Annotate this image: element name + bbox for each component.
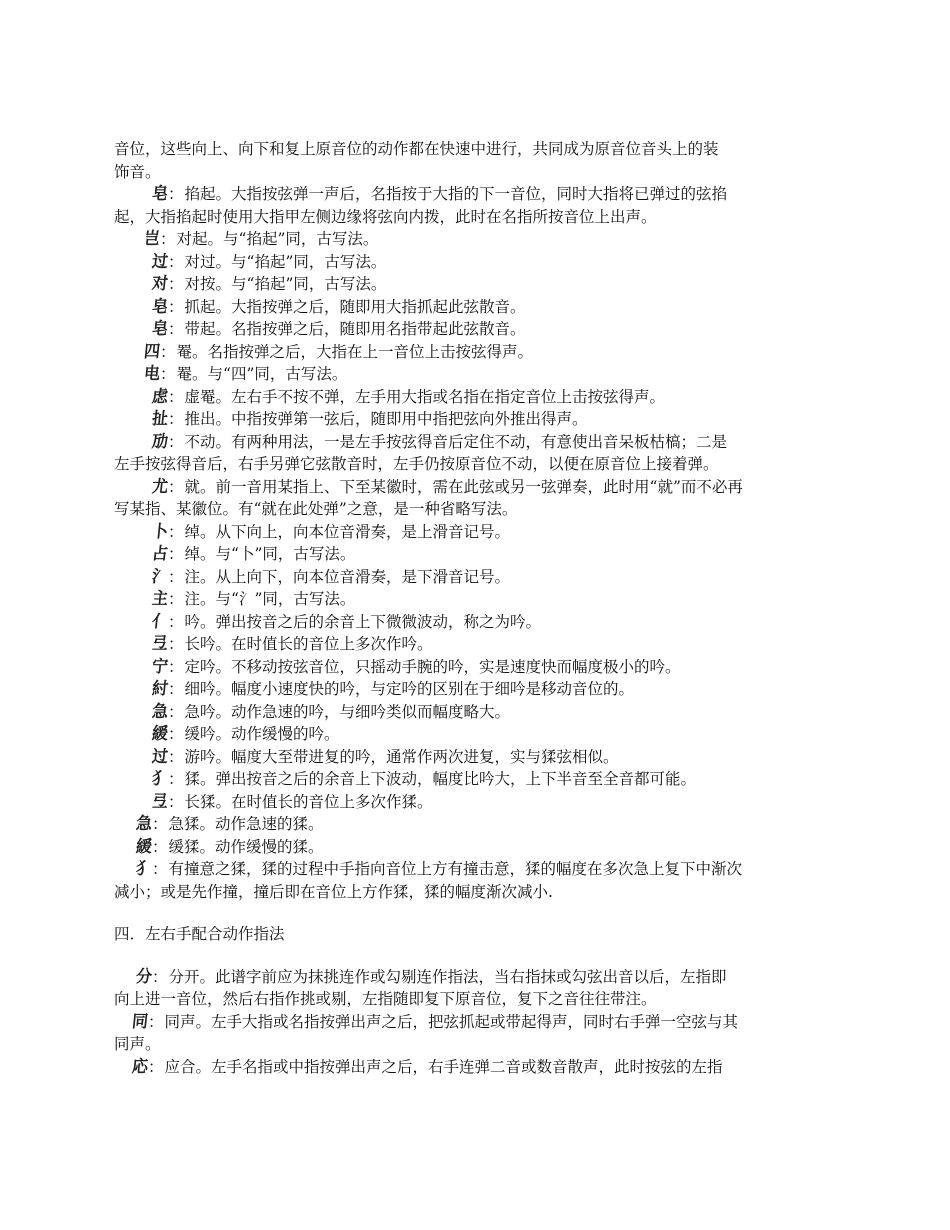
entry-colon: ：: [152, 967, 168, 986]
notation-glyph-icon: 弖: [151, 633, 170, 654]
entry-text: 吟。弹出按音之后的余音上下微微波动，称之为吟。: [184, 612, 542, 631]
entry-colon: ：: [168, 747, 184, 766]
entry-text: 罨。与“四”同，古写法。: [176, 365, 348, 383]
entry-text: 对过。与“掐起”同，古写法。: [184, 252, 387, 271]
fingering-entry: [114, 228, 840, 251]
fingering-entry: [114, 858, 840, 881]
notation-glyph-icon: 宁: [151, 655, 170, 676]
fingering-entry: [114, 588, 840, 611]
entry-colon: ：: [160, 342, 176, 361]
entry-colon: ：: [152, 815, 168, 833]
fingering-entry: [114, 296, 840, 319]
fingering-entry: [114, 566, 840, 589]
entry-text: 抓起。大指按弹之后，随即用大指抓起此弦散音。: [184, 297, 526, 316]
entry-text: 对按。与“掐起”同，古写法。: [184, 275, 387, 293]
fingering-entry: [114, 318, 840, 341]
notation-glyph-icon: 主: [151, 588, 170, 609]
entry-colon: ：: [168, 792, 184, 811]
entry-text: 游吟。幅度大至带进复的吟，通常作两次进复，实与猱弦相似。: [184, 747, 619, 766]
entry-continuation: 同声。: [114, 1035, 161, 1053]
entry-colon: ：: [168, 297, 184, 316]
intro-line-1: 音位，这些向上、向下和复上原音位的动作都在快速中进行，共同成为原音位音头上的装: [114, 140, 719, 158]
entry-text: 应合。左手名指或中指按弹出声之后，右手连弹二音或数音散声，此时按弦的左指: [164, 1057, 723, 1076]
notation-glyph-icon: 过: [151, 250, 170, 271]
entry-text: 定吟。不移动按弦音位，只摇动手腕的吟，实是速度快而幅度极小的吟。: [184, 657, 681, 676]
fingering-entry: [114, 723, 840, 746]
entry-colon: ：: [148, 1012, 164, 1031]
entry-text: 细吟。幅度小速度快的吟，与定吟的区别在于细吟是移动音位的。: [184, 680, 635, 698]
entry-colon: ：: [160, 365, 176, 383]
notation-glyph-icon: 岂: [143, 228, 162, 249]
notation-glyph-icon: 占: [151, 543, 170, 564]
fingering-entry: [114, 678, 840, 701]
entry-colon: ：: [168, 567, 184, 586]
fingering-entry: [114, 813, 840, 836]
entry-text: 虚罨。左右手不按不弹，左手用大指或名指在指定音位上击按弦得声。: [184, 387, 666, 406]
entry-colon: ：: [168, 612, 184, 631]
entry-colon: ：: [168, 387, 184, 406]
fingering-entry: [114, 746, 840, 769]
entry-text: 注。从上向下，向本位音滑奏，是下滑音记号。: [184, 567, 511, 586]
fingering-entry: [114, 791, 840, 814]
entry-text: 就。前一音用某指上、下至某徽时，需在此弦或另一弦弹奏，此时用“就”而不必再: [184, 477, 743, 496]
intro-line-2: 饰音。: [114, 162, 161, 181]
fingering-entry: [114, 836, 840, 859]
entry-continuation: 减小；或是先作撞，撞后即在音位上方作猱，猱的幅度渐次减小.: [114, 882, 553, 901]
notation-glyph-icon: 扯: [151, 408, 170, 429]
entry-text: 罨。名指按弹之后，大指在上一音位上击按弦得声。: [176, 342, 534, 361]
fingering-entry: [114, 363, 840, 386]
notation-glyph-icon: 劢: [151, 430, 170, 451]
notation-glyph-icon: 亻: [151, 610, 170, 631]
entry-colon: ：: [168, 657, 184, 676]
entry-colon: ：: [168, 680, 184, 698]
entry-text: 缓猱。动作缓慢的猱。: [168, 837, 324, 856]
fingering-entry: [114, 341, 840, 364]
notation-glyph-icon: 对: [151, 273, 170, 294]
notation-glyph-icon: 緩: [135, 835, 154, 856]
coordination-entries: [114, 966, 840, 1079]
notation-glyph-icon: 急: [135, 813, 154, 834]
entry-continuation: 起，大指掐起时使用大指甲左侧边缘将弦向内拨，此时在名指所按音位上出声。: [114, 207, 657, 226]
notation-glyph-icon: 犭: [135, 858, 154, 879]
entry-text: 带起。名指按弹之后，随即用名指带起此弦散音。: [184, 320, 526, 338]
notation-glyph-icon: 过: [151, 745, 170, 766]
notation-glyph-icon: 緩: [151, 723, 170, 744]
entry-text: 绰。从下向上，向本位音滑奏，是上滑音记号。: [184, 522, 511, 541]
entry-text: 有撞意之猱，猱的过程中手指向音位上方有撞击意，猱的幅度在多次急上复下中渐次: [168, 860, 743, 878]
fingering-entry: [114, 633, 840, 656]
notation-glyph-icon: 皂: [151, 295, 170, 316]
entry-colon: ：: [168, 590, 184, 608]
entry-colon: ：: [168, 252, 184, 271]
entry-text: 长吟。在时值长的音位上多次作吟。: [184, 635, 433, 653]
entry-colon: ：: [168, 635, 184, 653]
entry-colon: ：: [168, 702, 184, 721]
notation-glyph-icon: 分: [135, 965, 154, 986]
fingering-entry: [114, 543, 840, 566]
entry-continuation: 向上进一音位，然后右指作挑或剔，左指随即复下原音位，复下之音往往带注。: [114, 990, 657, 1008]
fingering-entry: [114, 521, 840, 544]
notation-glyph-icon: 电: [143, 363, 162, 384]
notation-glyph-icon: 皂: [151, 318, 170, 339]
entry-colon: ：: [148, 1057, 164, 1076]
section-heading: 四．左右手配合动作指法: [114, 925, 285, 943]
entry-continuation: 写某指、某徽位。有“就在此处弹”之意，是一种省略写法。: [114, 500, 518, 518]
entry-text: 对起。与“掐起”同，古写法。: [176, 230, 379, 248]
notation-glyph-icon: 卜: [151, 520, 170, 541]
fingering-entry: [114, 966, 840, 989]
entry-text: 推出。中指按弹第一弦后，随即用中指把弦向外推出得声。: [184, 410, 588, 428]
entry-text: 急猱。动作急速的猱。: [168, 815, 324, 833]
entry-text: 缓吟。动作缓慢的吟。: [184, 725, 340, 743]
entry-colon: ：: [168, 275, 184, 293]
notation-glyph-icon: 弖: [151, 790, 170, 811]
entry-colon: ：: [152, 837, 168, 856]
notation-glyph-icon: 尤: [151, 475, 170, 496]
fingering-entry: [114, 183, 840, 206]
fingering-entry: [114, 386, 840, 409]
fingering-entries: [114, 183, 840, 903]
entry-colon: ：: [152, 860, 168, 878]
entry-text: 分开。此谱字前应为抹挑连作或勾剔连作指法，当右指抹或勾弦出音以后，左指即: [168, 967, 727, 986]
fingering-entry: [114, 1056, 840, 1079]
entry-colon: ：: [168, 770, 184, 788]
fingering-entry: [114, 273, 840, 296]
fingering-entry: [114, 701, 840, 724]
entry-text: 绰。与“卜”同，古写法。: [184, 545, 356, 563]
entry-colon: ：: [160, 230, 176, 248]
entry-text: 长猱。在时值长的音位上多次作猱。: [184, 792, 433, 811]
entry-colon: ：: [168, 410, 184, 428]
fingering-entry: [114, 431, 840, 454]
fingering-entry: [114, 1011, 840, 1034]
fingering-entry: [114, 768, 840, 791]
entry-colon: ：: [168, 545, 184, 563]
notation-glyph-icon: 虑: [151, 385, 170, 406]
notation-glyph-icon: 四: [143, 340, 162, 361]
entry-colon: ：: [168, 522, 184, 541]
entry-text: 不动。有两种用法，一是左手按弦得音后定住不动，有意使出音呆板枯槁；二是: [184, 432, 728, 451]
entry-text: 猱。弹出按音之后的余音上下波动，幅度比吟大，上下半音至全音都可能。: [184, 770, 697, 788]
fingering-entry: [114, 408, 840, 431]
notation-glyph-icon: 同: [131, 1010, 150, 1031]
notation-glyph-icon: 紂: [151, 678, 170, 699]
fingering-entry: [114, 251, 840, 274]
fingering-entry: [114, 656, 840, 679]
notation-glyph-icon: 応: [131, 1055, 150, 1076]
notation-glyph-icon: 皂: [151, 183, 170, 204]
notation-glyph-icon: 氵: [151, 565, 170, 586]
entry-colon: ：: [168, 320, 184, 338]
fingering-entry: [114, 611, 840, 634]
document-page: [114, 138, 840, 1078]
entry-text: 急吟。动作急速的吟，与细吟类似而幅度略大。: [184, 702, 511, 721]
notation-glyph-icon: 急: [151, 700, 170, 721]
fingering-entry: [114, 476, 840, 499]
entry-colon: ：: [168, 185, 184, 203]
entry-colon: ：: [168, 725, 184, 743]
entry-text: 同声。左手大指或名指按弹出声之后，把弦抓起或带起得声，同时右手弹一空弦与其: [164, 1012, 739, 1031]
entry-text: 掐起。大指按弦弹一声后，名指按于大指的下一音位，同时大指将已弹过的弦掐: [184, 185, 728, 203]
entry-continuation: 左手按弦得音后，右手另弹它弦散音时，左手仍按原音位不动，以便在原音位上接着弹。: [114, 455, 719, 473]
notation-glyph-icon: 犭: [151, 768, 170, 789]
entry-colon: ：: [168, 432, 184, 451]
entry-text: 注。与“氵”同，古写法。: [184, 590, 356, 608]
entry-colon: ：: [168, 477, 184, 496]
